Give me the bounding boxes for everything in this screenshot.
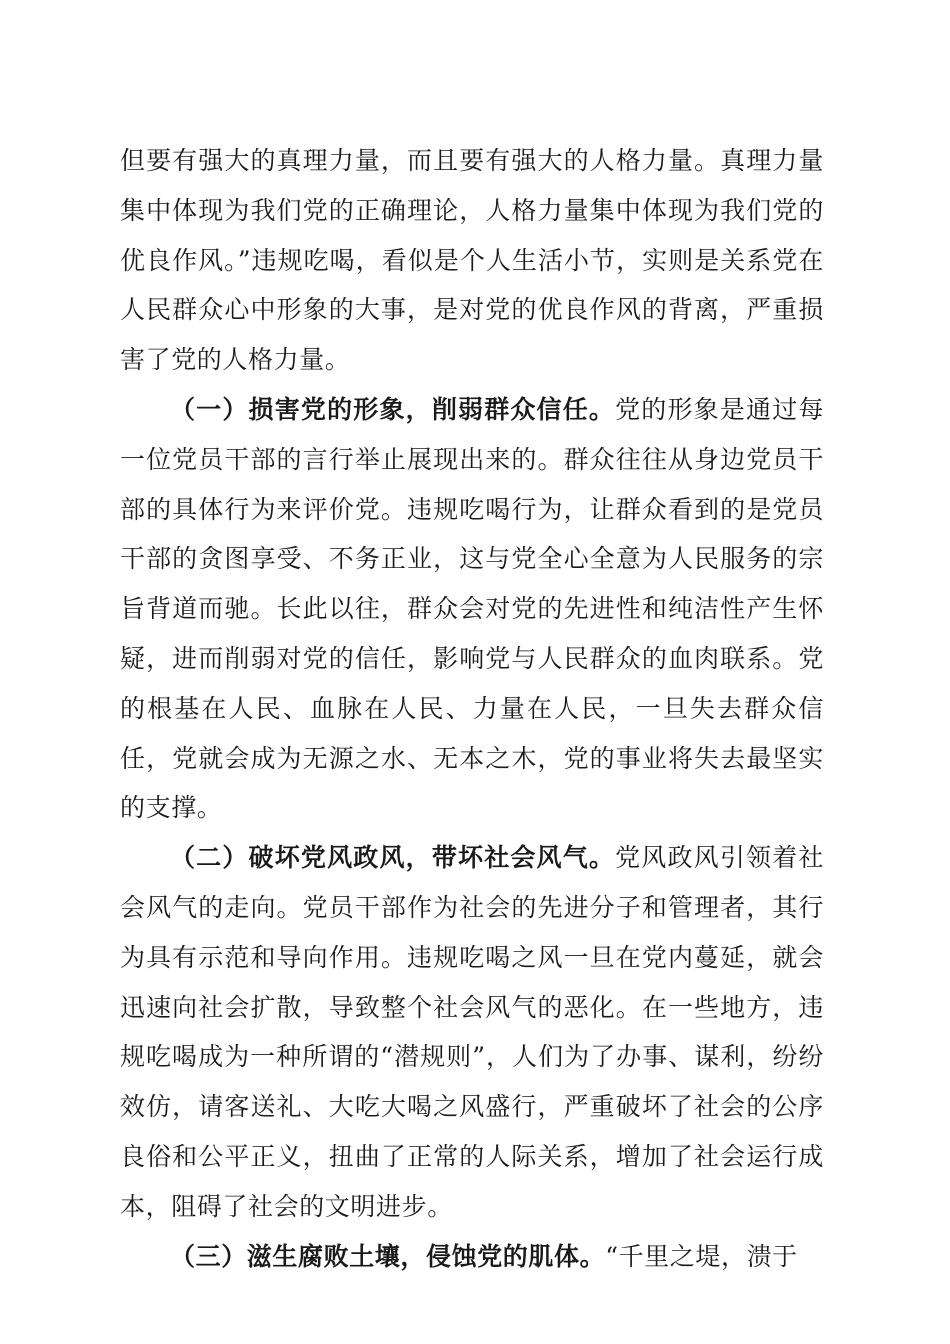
paragraph-section-2	[120, 833, 824, 1231]
section-heading: （一）损害党的形象，削弱群众信任。	[170, 394, 616, 424]
document-body	[120, 136, 824, 1281]
paragraph-text: “千里之堤，溃于	[605, 1241, 798, 1271]
section-heading: （二）破坏党风政风，带坏社会风气。	[170, 843, 616, 873]
paragraph-text: 党的形象是通过每一位党员干部的言行举止展现出来的。群众往往从身边党员干部的具体行为来评价党。违规吃喝行为，让群众看到的是党员干部的贪图享受、不务正业，这与党全心全意为人民服务的宗旨背道而驰。长此以往，群众会对党的先进性和纯洁性产生怀疑，进而削弱对党的信任，影响党与人民群众的血肉联系。党的根基在人民、血脉在人民、力量在人民，一旦失去群众信任，党就会成为无源之水、无本之木，党的事业将失去最坚实的支撑。	[120, 394, 824, 823]
paragraph-continuation	[120, 136, 824, 385]
section-heading: （三）滋生腐败土壤，侵蚀党的肌体。	[170, 1241, 606, 1271]
paragraph-section-3	[120, 1232, 824, 1282]
paragraph-section-1	[120, 385, 824, 833]
paragraph-text: 但要有强大的真理力量，而且要有强大的人格力量。真理力量集中体现为我们党的正确理论，人格力量集中体现为我们党的优良作风。”违规吃喝，看似是个人生活小节，实则是关系党在人民群众心中形象的大事，是对党的优良作风的背离，严重损害了党的人格力量。	[120, 146, 824, 375]
paragraph-text: 党风政风引领着社会风气的走向。党员干部作为社会的先进分子和管理者，其行为具有示范和导向作用。违规吃喝之风一旦在党内蔓延，就会迅速向社会扩散，导致整个社会风气的恶化。在一些地方，违规吃喝成为一种所谓的“潜规则”，人们为了办事、谋利，纷纷效仿，请客送礼、大吃大喝之风盛行，严重破坏了社会的公序良俗和公平正义，扭曲了正常的人际关系，增加了社会运行成本，阻碍了社会的文明进步。	[120, 843, 824, 1221]
